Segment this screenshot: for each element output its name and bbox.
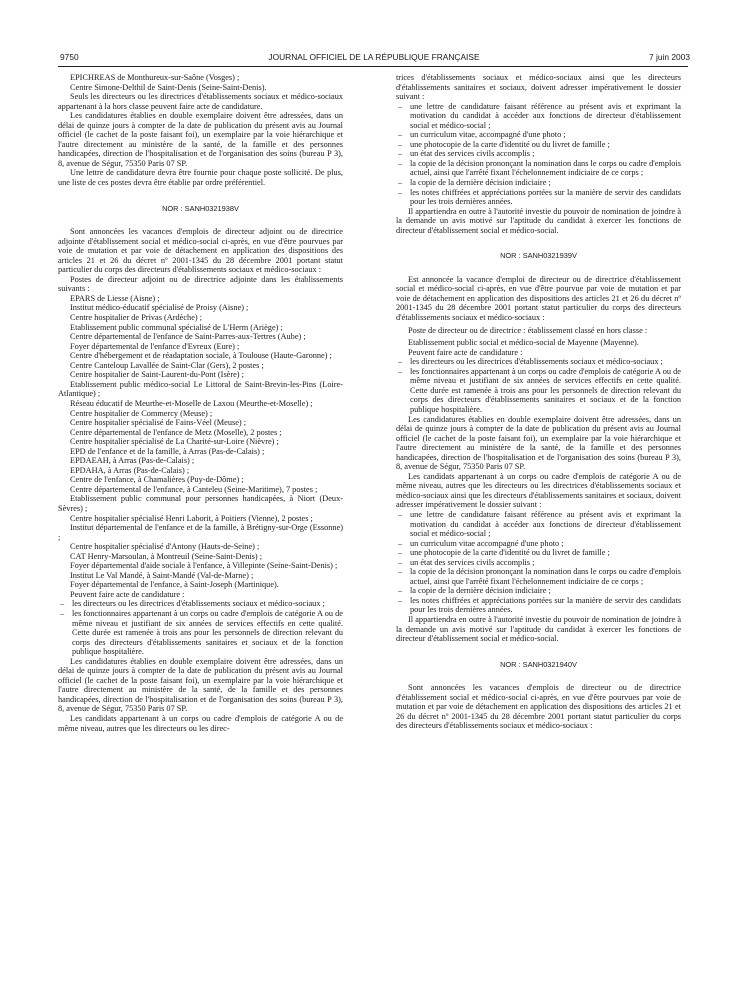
paragraph: Centre hospitalier de Saint-Laurent-du-Pont (Isère) ; [70,370,244,380]
list-item: – la copie de la dernière décision indiciaire ; [396,178,681,188]
paragraph: Foyer départemental de l'enfance d'Evreux (Eure) ; [70,341,240,351]
paragraph: Peuvent faire acte de candidature : [70,589,185,599]
list-item: – les fonctionnaires appartenant à un corps ou cadre d'emplois de catégorie A ou de même niveau et justifiant de six années de services effectifs en cette qualité. Cette durée est ramenée à trois ans pour les personnels de direction relevant du corps des directeurs d'établissements sanitaires et sociaux et de la fonction publique hospitalière. [58,609,343,657]
paragraph: Poste de directeur ou de directrice : établissement classé en hors classe : [408,325,648,335]
paragraph: Les candidats appartenant à un corps ou cadre d'emplois de catégorie A ou de même niveau, autres que les directeurs ou les direc- [58,714,343,733]
paragraph: Centre hospitalier de Privas (Ardèche) ; [70,313,203,323]
list-item: – la copie de la décision prononçant la nomination dans le corps ou cadre d'emplois actuel, ainsi que l'arrêté fixant l'échelonnement indiciaire de ce corps ; [396,567,681,586]
list-item: – la copie de la décision prononçant la nomination dans le corps ou cadre d'emplois actuel, ainsi que l'arrêté fixant l'échelonnement indiciaire de ce corps ; [396,159,681,178]
page-number: 9750 [60,52,79,62]
paragraph: Etablissement public médico-social Le Littoral de Saint-Brevin-les-Pins (Loire-Atlantique) ; [58,379,343,399]
dash-list [396,357,681,414]
paragraph: Les candidatures établies en double exemplaire doivent être adressées, dans un délai de quinze jours à compter de la date de publication du présent avis au Journal officiel (le cachet de la poste faisant foi), un exemplaire par la voie hiérarchique et l'autre directement au ministère de la santé, de la famille et des personnes handicapées, direction de l'hospitalisation et de l'organisation des soins (bureau P 3), 8, avenue de Ségur, 75350 Paris 07 SP. [58,656,343,714]
list-item: – les directeurs ou les directrices d'établissements sociaux et médico-sociaux ; [396,357,681,367]
paragraph: Institut départemental de l'enfance et de la famille, à Brétigny-sur-Orge (Essonne) ; [58,523,343,542]
list-item: – un état des services civils accomplis ; [396,558,681,568]
paragraph: Sont annoncées les vacances d'emplois de directeur adjoint ou de directrice adjointe d'établissement social et médico-social ci-après, en vue d'être pourvues par voie de mutation et par voie de détachement en application des dispositions des articles 21 et 26 du décret nº 2001-1345 du 28 décembre 2001 portant statut particulier du corps des directeurs d'établissements sociaux et médico-sociaux : [58,227,343,275]
paragraph: Il appartiendra en outre à l'autorité investie du pouvoir de nomination de joindre à la demande un avis motivé sur l'aptitude du candidat à exercer les fonctions de directeur d'établissement social et médico-social. [396,206,681,235]
paragraph: Centre hospitalier de Commercy (Meuse) ; [70,408,213,418]
paragraph: Institut médico-éducatif spécialisé de Proisy (Aisne) ; [70,303,249,313]
issue-date: 7 juin 2003 [649,52,690,62]
paragraph: EPICHREAS de Monthureux-sur-Saône (Vosges) ; [70,73,240,82]
paragraph: trices d'établissements sociaux et médico-sociaux ainsi que les directeurs d'établissements sanitaires et sociaux, doivent adresser impérativement le dossier suivant : [396,73,681,102]
list-item: – un état des services civils accomplis ; [396,149,681,159]
list-item: – une photocopie de la carte d'identité ou du livret de famille ; [396,140,681,150]
paragraph: Centre hospitalier spécialisé de La Charité-sur-Loire (Nièvre) ; [70,437,279,447]
paragraph: CAT Henry-Marsoulan, à Montreuil (Seine-Saint-Denis) ; [70,551,263,561]
paragraph: Les candidats appartenant à un corps ou cadre d'emplois de catégorie A ou de même niveau, autres que les directeurs ou les directrices d'établissements sociaux et médico-sociaux ainsi que les directeurs d'établissements sanitaires et sociaux, doivent adresser impérativement le dossier suivant : [396,471,681,510]
nor-reference: NOR : SANH0321938V [162,203,239,213]
dash-list [58,599,343,656]
list-item: – les directeurs ou les directrices d'établissements sociaux et médico-sociaux ; [58,599,343,609]
paragraph: EPD de l'enfance et de la famille, à Arras (Pas-de-Calais) ; [70,446,265,456]
paragraph: Etablissement public social et médico-social de Mayenne (Mayenne). [408,338,639,348]
paragraph: Est annoncée la vacance d'emploi de directeur ou de directrice d'établissement social et médico-social ci-après, en vue d'être pourvue par voie de mutation et par voie de détachement en application des dispositions des articles 21 et 26 du décret nº 2001-1345 du 28 décembre 2001 portant statut particulier du corps des directeurs d'établissements sociaux et médico-sociaux : [396,274,681,323]
list-item: – une lettre de candidature faisant référence au présent avis et exprimant la motivation du candidat à accéder aux fonctions de directeur d'établissement social et médico-social ; [396,102,681,131]
paragraph: Foyer départemental de l'enfance, à Saint-Joseph (Martinique). [70,580,279,590]
left-column [58,73,343,733]
list-item: – les notes chiffrées et appréciations portées sur la manière de servir des candidats pour les trois dernières années. [396,188,681,207]
paragraph: Postes de directeur adjoint ou de directrice adjointe dans les établissements suivants : [58,274,343,294]
paragraph: Centre hospitalier spécialisé de Fains-Véel (Meuse) ; [70,418,247,428]
list-item: – les notes chiffrées et appréciations portées sur la manière de servir des candidats pour les trois dernières années. [396,596,681,615]
paragraph: Institut Le Val Mandé, à Saint-Mandé (Val-de-Marne) ; [70,570,254,580]
paragraph: EPDAHA, à Arras (Pas-de-Calais) ; [70,465,190,475]
paragraph: EPARS de Liesse (Aisne) ; [70,293,160,303]
dash-list [396,102,681,207]
paragraph: Les candidatures établies en double exemplaire doivent être adressées, dans un délai de quinze jours à compter de la date de publication du présent avis au Journal officiel (le cachet de la poste faisant foi), un exemplaire par la voie hiérarchique et l'autre directement au ministère de la santé, de la famille et des personnes handicapées, direction de l'hospitalisation et de l'organisation des soins (bureau P 3), 8, avenue de Ségur, 75350 Paris 07 SP. [396,414,681,472]
list-item: – un curriculum vitae accompagné d'une photo ; [396,539,681,549]
paragraph: EPDAEAH, à Arras (Pas-de-Calais) ; [70,456,195,466]
paragraph: Une lettre de candidature devra être fournie pour chaque poste sollicité. De plus, une liste de ces postes devra être établie par ordre préférentiel. [58,168,343,188]
paragraph: Centre départemental de l'enfance de Metz (Moselle), 2 postes ; [70,427,282,437]
paragraph: Peuvent faire acte de candidature : [408,347,523,357]
paragraph: Seuls les directeurs ou les directrices d'établissements sociaux et médico-sociaux appartenant à la hors classe peuvent faire acte de candidature. [58,92,343,111]
nor-reference: NOR : SANH0321940V [500,659,577,669]
header-rule [58,66,688,67]
paragraph: Etablissement public communal pour personnes handicapées, à Niort (Deux-Sèvres) ; [58,494,343,513]
list-item: – un curriculum vitae, accompagné d'une photo ; [396,130,681,140]
list-item: – une photocopie de la carte d'identité ou du livret de famille ; [396,548,681,558]
paragraph: Sont annoncées les vacances d'emplois de directeur ou de directrice d'établissement social et médico-social ci-après, en vue d'être pourvues par voie de mutation et par voie de détachement en application des dispositions des articles 21 et 26 du décret nº 2001-1345 du 28 décembre 2001 portant statut particulier du corps des directeurs d'établissements sociaux et médico-sociaux : [396,683,681,731]
paragraph: Centre hospitalier spécialisé Henri Laborit, à Poitiers (Vienne), 2 postes ; [70,513,313,523]
paragraph: Il appartiendra en outre à l'autorité investie du pouvoir de nomination de joindre à la demande un avis motivé sur l'aptitude du candidat à exercer les fonctions de directeur d'établissement social et médico-social. [396,614,681,644]
paragraph: Centre hospitalier spécialisé d'Antony (Hauts-de-Seine) ; [70,542,260,552]
journal-title: JOURNAL OFFICIEL DE LA RÉPUBLIQUE FRANÇAISE [268,52,480,62]
list-item: – une lettre de candidature faisant référence au présent avis et exprimant la motivation du candidat à accéder aux fonctions de directeur d'établissement social et médico-social ; [396,510,681,539]
paragraph: Etablissement public communal spécialisé de L'Herm (Ariège) ; [70,322,283,332]
paragraph: Centre Canteloup Lavallée de Saint-Clar (Gers), 2 postes ; [70,360,264,370]
paragraph: Centre d'hébergement et de réadaptation sociale, à Toulouse (Haute-Garonne) ; [70,351,332,361]
paragraph: Réseau éducatif de Meurthe-et-Moselle de Laxou (Meurthe-et-Moselle) ; [70,398,313,408]
list-item: – la copie de la dernière décision indiciaire ; [396,586,681,596]
paragraph: Foyer départemental d'aide sociale à l'enfance, à Villepinte (Seine-Saint-Denis) ; [70,561,338,571]
paragraph: Centre Simone-Delthil de Saint-Denis (Seine-Saint-Denis). [70,82,267,92]
paragraph: Centre départemental de l'enfance de Saint-Parres-aux-Tertres (Aube) ; [70,332,306,342]
page-header [0,50,748,64]
paragraph: Centre départemental de l'enfance, à Canteleu (Seine-Maritime), 7 postes ; [70,484,318,494]
right-column [396,73,681,731]
list-item: – les fonctionnaires appartenant à un corps ou cadre d'emplois de catégorie A ou de même niveau et justifiant de six années de services effectifs en cette qualité. Cette durée est ramenée à trois ans pour les personnels de direction relevant du corps des directeurs d'établissements sanitaires et sociaux et de la fonction publique hospitalière. [396,367,681,415]
paragraph: Centre de l'enfance, à Chamalières (Puy-de-Dôme) ; [70,475,244,485]
nor-reference: NOR : SANH0321939V [500,251,577,261]
dash-list [396,510,681,615]
paragraph: Les candidatures établies en double exemplaire doivent être adressées, dans un délai de quinze jours à compter de la date de publication du présent avis au Journal officiel (le cachet de la poste faisant foi), un exemplaire par la voie hiérarchique et l'autre directement au ministère de la santé, de la famille et des personnes handicapées, direction de l'hospitalisation et de l'organisation des soins (bureau P 3), 8, avenue de Ségur, 75350 Paris 07 SP. [58,111,343,168]
